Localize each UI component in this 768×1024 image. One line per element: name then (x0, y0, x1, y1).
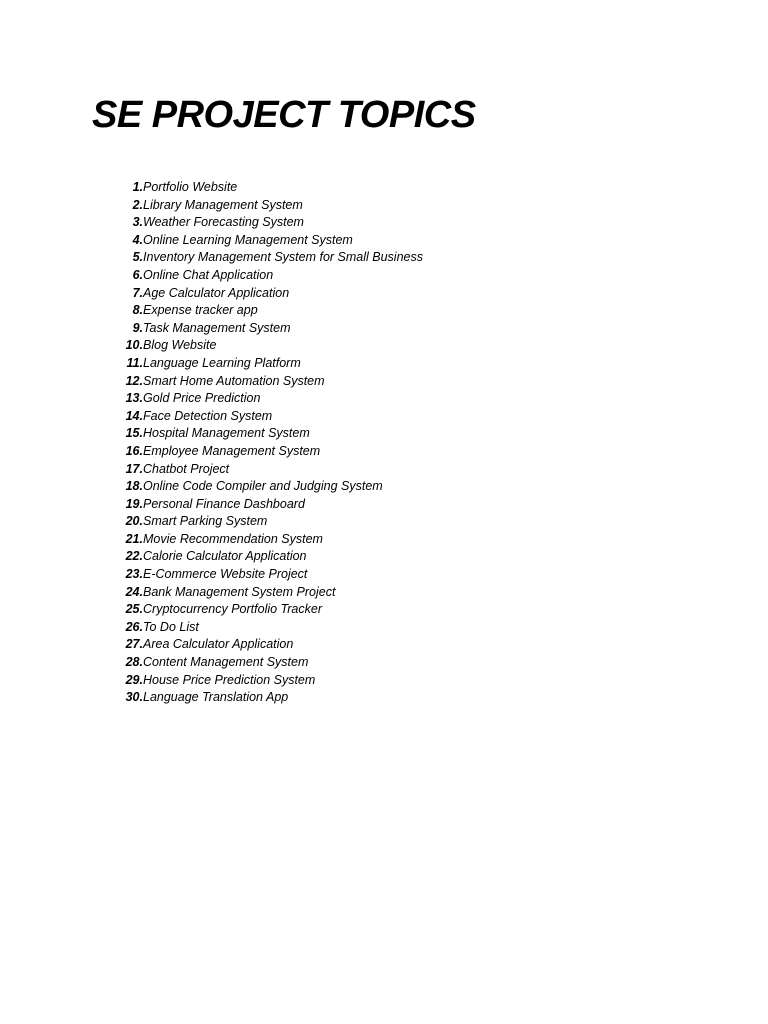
topic-number: 26. (125, 619, 143, 634)
topic-label: Bank Management System Project (143, 584, 336, 599)
topic-number: 30. (125, 690, 143, 705)
topic-label: Face Detection System (143, 408, 273, 423)
topic-number: 16. (125, 443, 143, 458)
topic-item (112, 673, 423, 691)
topic-label: House Price Prediction System (143, 672, 316, 687)
topic-number: 19. (125, 496, 143, 511)
topic-item (112, 479, 423, 497)
topic-label: Language Learning Platform (143, 355, 301, 370)
topic-number: 10. (125, 338, 143, 353)
topic-item (112, 655, 423, 673)
topic-item (112, 497, 423, 515)
topic-item (112, 620, 423, 638)
topic-label: Smart Home Automation System (143, 373, 325, 388)
topic-number: 27. (125, 637, 143, 652)
topic-number: 23. (125, 567, 143, 582)
topic-label: Employee Management System (143, 443, 321, 458)
topic-item (112, 426, 423, 444)
topic-label: Gold Price Prediction (143, 391, 261, 406)
topic-number: 11. (126, 355, 143, 370)
topic-label: Library Management System (143, 197, 303, 212)
topic-number: 1. (132, 180, 143, 194)
page-title: SE PROJECT TOPICS (92, 94, 476, 136)
topic-number: 14. (125, 408, 143, 423)
topic-item (112, 338, 423, 356)
topic-item (112, 602, 423, 620)
topic-number: 7. (132, 285, 143, 300)
topic-number: 25. (125, 602, 143, 617)
topic-number: 18. (125, 479, 143, 494)
topic-item (112, 215, 423, 233)
topic-item (112, 567, 423, 585)
topic-item (112, 180, 423, 198)
topic-label: Hospital Management System (143, 426, 310, 441)
topic-list (112, 180, 423, 708)
topic-number: 13. (125, 391, 143, 406)
topic-label: Expense tracker app (143, 303, 258, 318)
topic-label: Area Calculator Application (143, 637, 294, 652)
topic-item (112, 532, 423, 550)
topic-item (112, 321, 423, 339)
topic-label: Movie Recommendation System (143, 531, 323, 546)
topic-item (112, 514, 423, 532)
topic-number: 15. (125, 426, 143, 441)
topic-item (112, 549, 423, 567)
topic-number: 3. (132, 215, 143, 230)
topic-number: 6. (132, 267, 143, 282)
topic-number: 12. (125, 373, 143, 388)
topic-item (112, 462, 423, 480)
topic-number: 21. (125, 531, 143, 546)
topic-item (112, 286, 423, 304)
topic-item (112, 268, 423, 286)
topic-label: Inventory Management System for Small Business (143, 250, 423, 265)
topic-label: Task Management System (143, 320, 291, 335)
topic-label: Online Chat Application (143, 267, 274, 282)
topic-label: Smart Parking System (143, 514, 268, 529)
topic-label: Age Calculator Application (143, 285, 290, 300)
topic-number: 20. (125, 514, 143, 529)
topic-number: 2. (132, 197, 143, 212)
topic-label: Chatbot Project (143, 461, 230, 476)
topic-item (112, 250, 423, 268)
topic-number: 24. (125, 584, 143, 599)
topic-label: Weather Forecasting System (143, 215, 304, 230)
topic-number: 5. (132, 250, 143, 265)
topic-label: Portfolio Website (143, 180, 238, 194)
topic-number: 28. (125, 655, 143, 670)
topic-label: Online Code Compiler and Judging System (143, 479, 383, 494)
topic-item (112, 637, 423, 655)
topic-item (112, 303, 423, 321)
topic-label: Blog Website (143, 338, 217, 353)
topic-item (112, 356, 423, 374)
topic-item (112, 444, 423, 462)
topic-label: Calorie Calculator Application (143, 549, 307, 564)
topic-label: Personal Finance Dashboard (143, 496, 305, 511)
topic-item (112, 391, 423, 409)
topic-number: 9. (132, 320, 143, 335)
topic-number: 29. (125, 672, 143, 687)
topic-label: Online Learning Management System (143, 232, 353, 247)
topic-label: Language Translation App (143, 690, 289, 705)
topic-item (112, 585, 423, 603)
topic-item (112, 198, 423, 216)
topic-item (112, 409, 423, 427)
topic-label: To Do List (143, 619, 199, 634)
topic-item (112, 690, 423, 708)
topic-number: 22. (125, 549, 143, 564)
topic-number: 4. (132, 232, 143, 247)
topic-label: E-Commerce Website Project (143, 567, 308, 582)
topic-number: 17. (125, 461, 143, 476)
topic-label: Content Management System (143, 655, 309, 670)
topic-number: 8. (132, 303, 143, 318)
topic-item (112, 374, 423, 392)
topic-item (112, 233, 423, 251)
topic-label: Cryptocurrency Portfolio Tracker (143, 602, 322, 617)
